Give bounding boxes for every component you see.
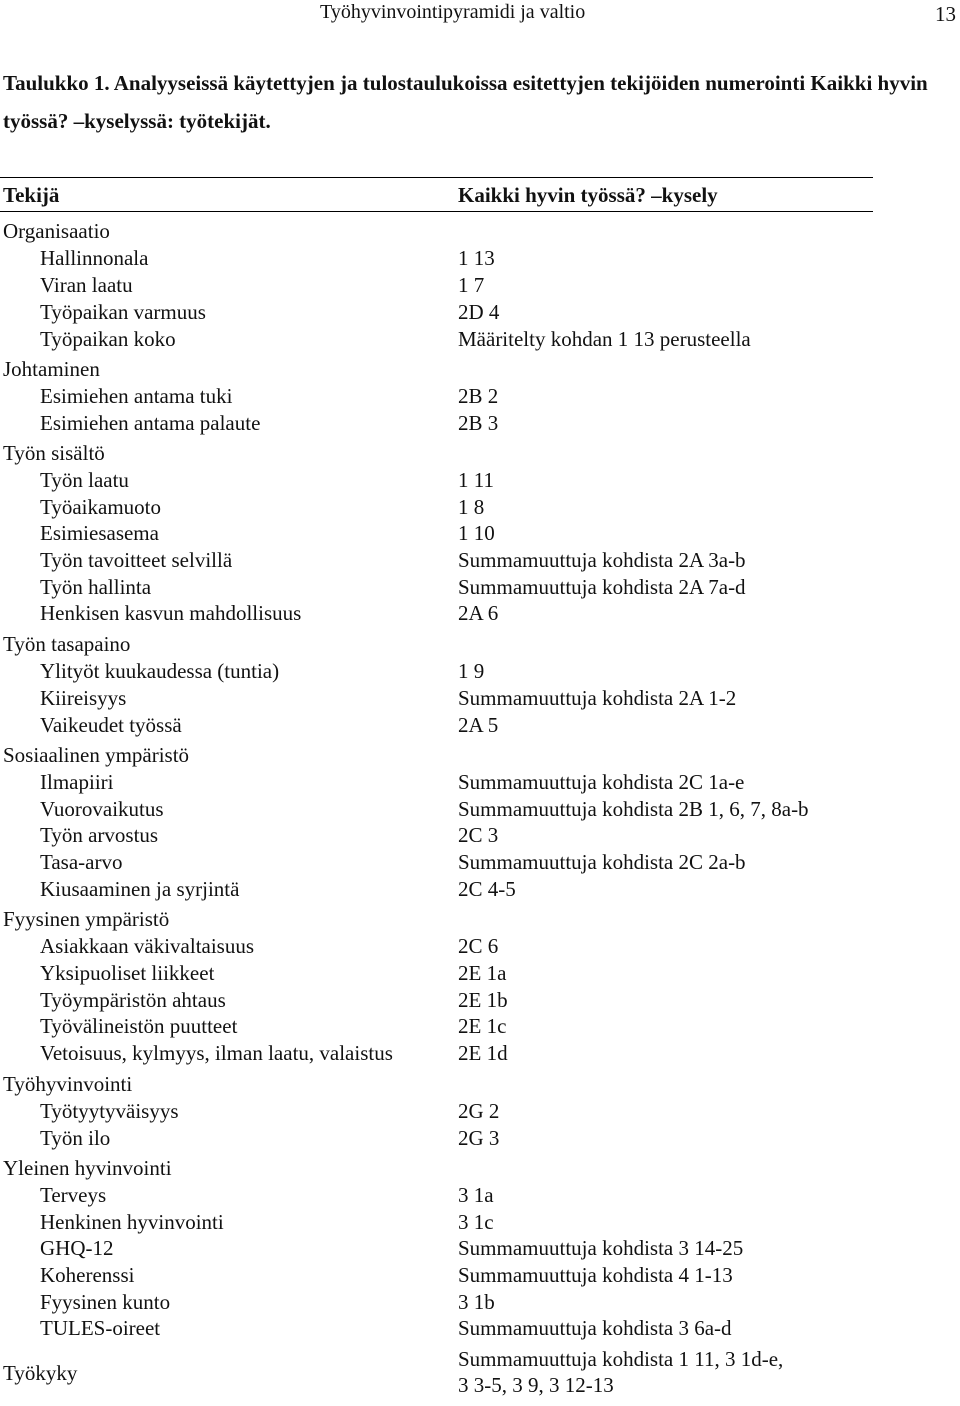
row-value: 2G 2 <box>458 1099 500 1123</box>
group-label-tyokyky: Työkyky <box>3 1361 78 1385</box>
row-value: 1 9 <box>458 659 485 683</box>
row-label: Tasa-arvo <box>40 850 123 874</box>
row-value: Määritelty kohdan 1 13 perusteella <box>458 327 751 351</box>
row-label: Henkinen hyvinvointi <box>40 1210 224 1234</box>
row-value: 2A 6 <box>458 601 499 625</box>
row-value: Summamuuttuja kohdista 2A 1-2 <box>458 686 737 710</box>
row-value: 2E 1a <box>458 961 507 985</box>
row-value: 2G 3 <box>458 1126 500 1150</box>
row-value: Summamuuttuja kohdista 2C 1a-e <box>458 770 745 794</box>
row-value: 1 10 <box>458 521 495 545</box>
row-label: Työn arvostus <box>40 823 159 847</box>
row-value: 2D 4 <box>458 300 500 324</box>
group-label-tyon-sisalto: Työn sisältö <box>3 441 105 465</box>
row-value: 3 1b <box>458 1290 495 1314</box>
row-label: Viran laatu <box>40 273 133 297</box>
row-label: Asiakkaan väkivaltaisuus <box>40 934 255 958</box>
group-label-fyysinen-ymparisto: Fyysinen ympäristö <box>3 907 170 931</box>
row-label: Hallinnonala <box>40 246 149 270</box>
row-label: Koherenssi <box>40 1263 135 1287</box>
row-value: 2C 4-5 <box>458 877 516 901</box>
row-value: 2B 2 <box>458 384 499 408</box>
row-label: Yksipuoliset liikkeet <box>40 961 215 985</box>
row-label: Vuorovaikutus <box>40 797 164 821</box>
row-label: Vetoisuus, kylmyys, ilman laatu, valaistus <box>40 1041 393 1065</box>
row-label: TULES-oireet <box>40 1316 161 1340</box>
row-label: Työvälineistön puutteet <box>40 1014 238 1038</box>
row-label: Työn laatu <box>40 468 129 492</box>
table-caption: Taulukko 1. Analyyseissä käytettyjen ja tulostaulukoissa esitettyjen tekijöiden numerointi Kaikki hyvin työssä? –kyselyssä: työtekijät. <box>3 71 928 133</box>
page-number: 13 <box>935 2 956 26</box>
group-label-organisaatio: Organisaatio <box>3 219 110 243</box>
row-label: Ylityöt kuukaudessa (tuntia) <box>40 659 280 683</box>
row-label: Kiireisyys <box>40 686 127 710</box>
row-value: Summamuuttuja kohdista 2A 3a-b <box>458 548 746 572</box>
row-value-line: Summamuuttuja kohdista 1 11, 3 1d-e, <box>458 1347 784 1371</box>
row-value: 2C 3 <box>458 823 499 847</box>
row-value: Summamuuttuja kohdista 2C 2a-b <box>458 850 746 874</box>
row-label: Vaikeudet työssä <box>40 713 182 737</box>
row-value: 1 7 <box>458 273 485 297</box>
row-value: 3 1c <box>458 1210 494 1234</box>
row-label: Työn ilo <box>40 1126 111 1150</box>
row-label: Työaikamuoto <box>40 495 162 519</box>
row-label: Fyysinen kunto <box>40 1290 171 1314</box>
row-label: GHQ-12 <box>40 1236 114 1260</box>
row-label: Terveys <box>40 1183 107 1207</box>
row-label: Kiusaaminen ja syrjintä <box>40 877 240 901</box>
row-label: Esimiehen antama tuki <box>40 384 233 408</box>
row-label: Esimiesasema <box>40 521 159 545</box>
row-value: 2B 3 <box>458 411 499 435</box>
row-label: Esimiehen antama palaute <box>40 411 261 435</box>
row-label: Henkisen kasvun mahdollisuus <box>40 601 302 625</box>
group-label-johtaminen: Johtaminen <box>3 357 100 381</box>
row-value: 2E 1c <box>458 1014 507 1038</box>
row-label: Työpaikan koko <box>40 327 176 351</box>
group-label-tyohyvinvointi: Työhyvinvointi <box>3 1072 133 1096</box>
row-value: 2E 1b <box>458 988 508 1012</box>
row-value: 1 8 <box>458 495 485 519</box>
row-value: Summamuuttuja kohdista 3 14-25 <box>458 1236 744 1260</box>
row-value: 3 1a <box>458 1183 494 1207</box>
row-label: Työpaikan varmuus <box>40 300 206 324</box>
row-value: 2C 6 <box>458 934 499 958</box>
column-header-factor: Tekijä <box>3 183 60 207</box>
row-label: Työympäristön ahtaus <box>40 988 226 1012</box>
group-label-tyon-tasapaino: Työn tasapaino <box>3 632 131 656</box>
row-value: 1 13 <box>458 246 495 270</box>
row-value: Summamuuttuja kohdista 3 6a-d <box>458 1316 732 1340</box>
row-value: 1 11 <box>458 468 494 492</box>
row-label: Työtyytyväisyys <box>40 1099 179 1123</box>
row-label: Työn hallinta <box>40 575 152 599</box>
row-value: Summamuuttuja kohdista 2A 7a-d <box>458 575 746 599</box>
row-label: Työn tavoitteet selvillä <box>40 548 233 572</box>
row-value-line: 3 3-5, 3 9, 3 12-13 <box>458 1373 614 1397</box>
group-label-yleinen-hyvinvointi: Yleinen hyvinvointi <box>3 1156 172 1180</box>
row-label: Ilmapiiri <box>40 770 114 794</box>
row-value: Summamuuttuja kohdista 2B 1, 6, 7, 8a-b <box>458 797 809 821</box>
row-value: 2A 5 <box>458 713 499 737</box>
row-value: Summamuuttuja kohdista 4 1-13 <box>458 1263 733 1287</box>
group-label-sosiaalinen-ymparisto: Sosiaalinen ympäristö <box>3 743 190 767</box>
running-title: Työhyvinvointipyramidi ja valtio <box>320 1 586 23</box>
row-value: 2E 1d <box>458 1041 508 1065</box>
column-header-survey: Kaikki hyvin työssä? –kysely <box>458 183 718 207</box>
